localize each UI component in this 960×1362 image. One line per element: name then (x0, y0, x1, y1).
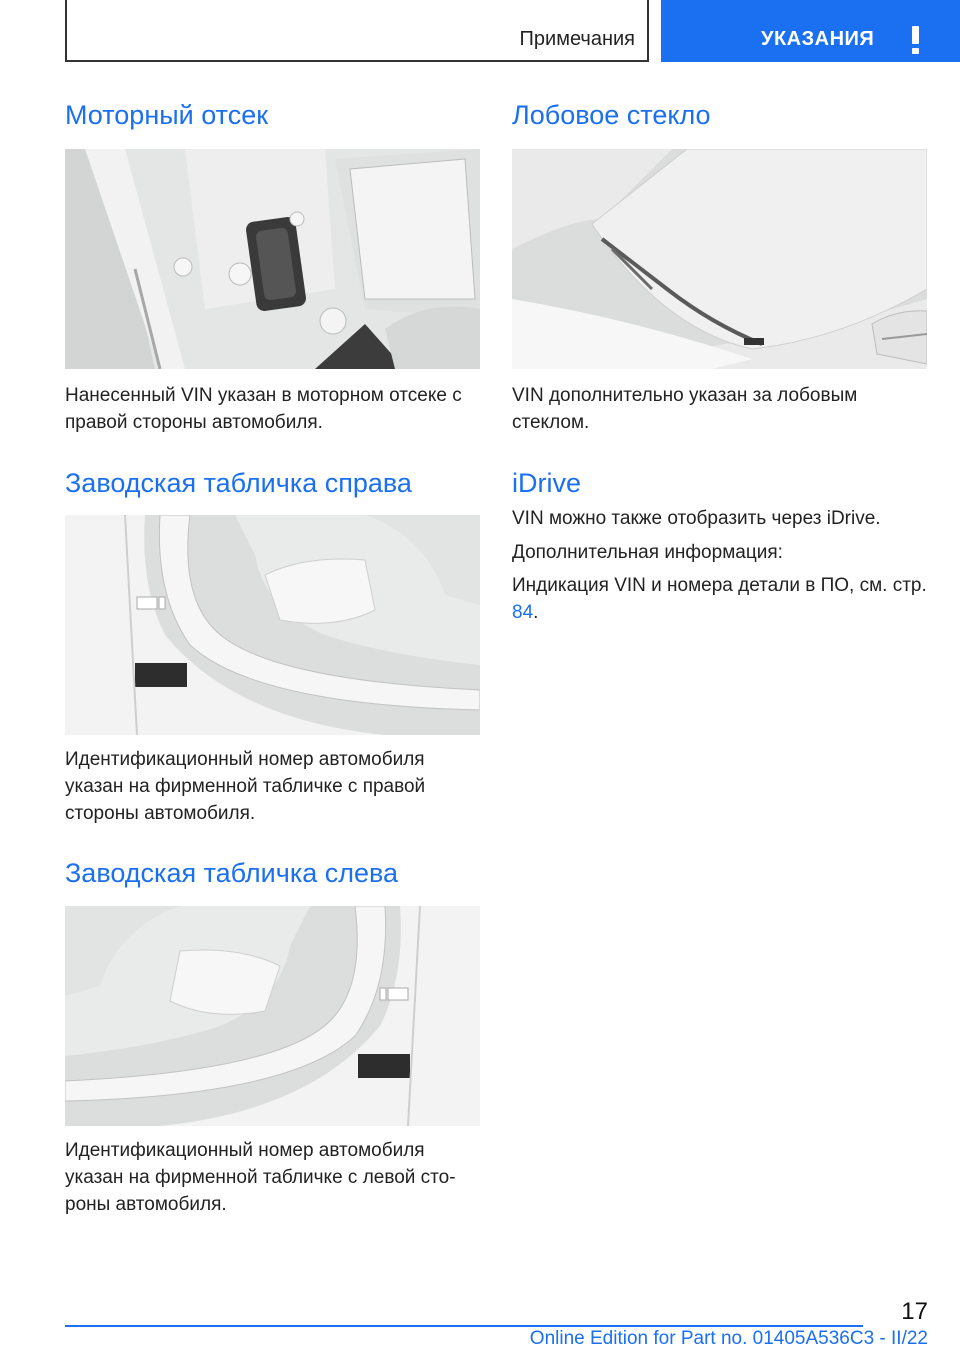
idrive-text-1: VIN можно также отобразить через iDrive. (512, 508, 881, 529)
plate-left-text: Идентификационный номер автомобиля указан на фирменной табличке с левой стороны автомобиля. (65, 1140, 456, 1215)
plate-right-image (65, 515, 480, 735)
engine-text: Нанесенный VIN указан в моторном отсеке с правой стороны автомобиля. (65, 385, 462, 433)
windshield-text: VIN дополнительно указан за лобовым стеклом. (512, 385, 858, 433)
plate-right-heading: Заводская табличка справа (65, 468, 412, 498)
idrive-text-3-prefix: Индикация VIN и номера детали в ПО, см. стр. (512, 575, 927, 596)
page-link-84[interactable]: 84 (512, 602, 534, 623)
plate-left-image (65, 906, 480, 1126)
windshield-heading: Лобовое стекло (512, 100, 711, 130)
engine-compartment-image (65, 149, 480, 369)
idrive-heading: iDrive (512, 468, 582, 498)
plate-right-text: Идентификационный номер автомобиля указан на фирменной табличке с правой стороны автомобиля. (65, 749, 426, 824)
idrive-text-2: Дополнительная информация: (512, 542, 783, 563)
header-chapter-title: УКАЗАНИЯ (761, 28, 875, 50)
engine-heading: Моторный отсек (65, 100, 269, 130)
plate-left-heading: Заводская табличка слева (65, 858, 399, 888)
footer-divider (65, 1325, 863, 1327)
page-number: 17 (901, 1298, 928, 1325)
idrive-text-3 (512, 572, 932, 626)
windshield-image (512, 149, 927, 369)
exclamation-icon (912, 26, 920, 56)
footer-edition-text: Online Edition for Part no. 01405A536C3 - II/22 (529, 1328, 928, 1349)
header-section-title[interactable]: Примечания (519, 28, 635, 50)
header-chapter-tab[interactable] (661, 0, 960, 62)
idrive-text-3-suffix: . (533, 602, 539, 623)
